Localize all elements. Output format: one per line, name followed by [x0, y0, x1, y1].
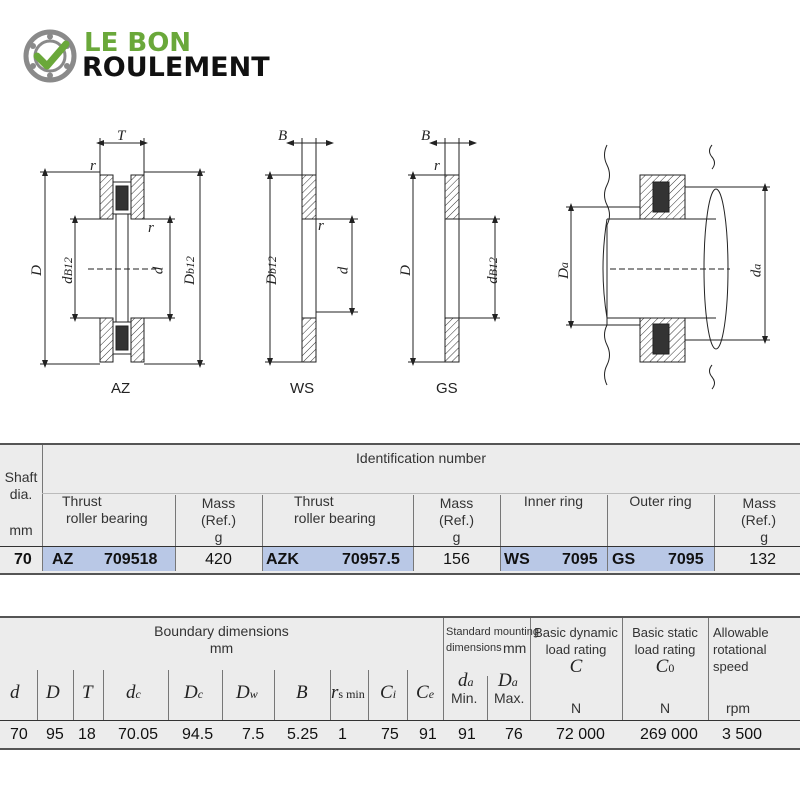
value-Dw: 7.5 — [242, 726, 265, 743]
value-B: 5.25 — [287, 726, 319, 743]
sym-da: da — [458, 670, 474, 691]
mass2-value: 156 — [443, 551, 470, 568]
ws-view — [265, 138, 358, 362]
thrust2-header-2: roller bearing — [294, 510, 376, 526]
dimensions-table — [0, 616, 800, 750]
sym-da-note: Min. — [451, 690, 478, 706]
sym-C: C — [569, 656, 583, 677]
sym-Dw: Dw — [236, 682, 258, 703]
az-view — [40, 138, 205, 364]
ws-label-od: Db12 — [263, 256, 280, 285]
az-label-outer-d: D — [28, 265, 45, 276]
sym-T: T — [82, 682, 93, 703]
sym-rs: rs min — [331, 682, 365, 703]
value-rs: 1 — [338, 726, 347, 743]
ws-caption: WS — [290, 380, 315, 397]
mass1-header-2: (Ref.) — [201, 512, 236, 528]
ws-label-r: r — [318, 218, 324, 234]
bearing2-prefix: AZK — [266, 551, 299, 568]
az-caption: AZ — [111, 380, 131, 397]
value-Da: 76 — [505, 726, 523, 743]
speed-header-3: speed — [713, 659, 749, 674]
gs-label-b: B — [421, 128, 431, 144]
thrust1-header-2: roller bearing — [66, 510, 148, 526]
boundary-header-2: mm — [209, 640, 234, 656]
mass3-header-1: Mass — [742, 495, 776, 511]
az-label-t: T — [117, 128, 126, 144]
value-Ce: 91 — [419, 726, 437, 743]
outer-ring-header: Outer ring — [629, 493, 692, 509]
sym-Da-note: Max. — [494, 690, 525, 706]
value-d: 70 — [10, 726, 28, 743]
gs-label-bore: dB12 — [484, 257, 501, 284]
logo-line2: ROULEMENT — [82, 52, 270, 83]
dynamic-header-2: load rating — [545, 642, 607, 657]
az-label-r1: r — [90, 158, 96, 174]
inner-ring-code: 7095 — [562, 551, 598, 568]
identification-table — [0, 443, 800, 575]
identification-caption: Identification number — [356, 450, 486, 466]
bearing-drawing — [0, 120, 800, 400]
mount-label-da: Da — [555, 262, 572, 279]
sym-C0: C0 — [655, 656, 675, 677]
mass3-header-3: g — [760, 529, 768, 545]
mass1-header-3: g — [214, 529, 223, 545]
static-header-2: load rating — [634, 642, 696, 657]
sym-C-unit: N — [570, 700, 582, 716]
value-D: 95 — [46, 726, 64, 743]
bearing1-prefix: AZ — [52, 551, 74, 568]
value-speed: 3 500 — [722, 726, 763, 743]
bearing1-code: 709518 — [104, 551, 158, 568]
ws-label-b: B — [278, 128, 288, 144]
shaft-value: 70 — [14, 551, 32, 568]
sym-d: d — [10, 682, 20, 703]
shaft-header-1: Shaft — [4, 469, 38, 485]
value-dc: 70.05 — [118, 726, 159, 743]
sym-Ce: Ce — [416, 682, 435, 703]
bearing2-code: 70957.5 — [342, 551, 400, 568]
bearing-check-icon — [22, 28, 78, 84]
standard-header-2: dimensions — [446, 642, 502, 654]
dynamic-header-1: Basic dynamic — [534, 625, 618, 640]
shaft-header-2: dia. — [9, 486, 33, 502]
inner-ring-prefix: WS — [504, 551, 530, 568]
mounting-view — [566, 145, 770, 389]
sym-dc: dc — [126, 682, 141, 703]
mass2-header-1: Mass — [439, 495, 474, 511]
static-header-1: Basic static — [632, 625, 698, 640]
sym-C0-unit: N — [659, 700, 671, 716]
mass2-header-3: g — [452, 529, 461, 545]
boundary-header-1: Boundary dimensions — [154, 623, 289, 639]
thrust2-header-1: Thrust — [294, 493, 334, 509]
ws-label-bore: d — [335, 266, 352, 275]
speed-header-2: rotational — [713, 642, 767, 657]
az-label-od: Db12 — [181, 256, 198, 285]
gs-view — [408, 138, 500, 362]
value-Ci: 75 — [381, 726, 399, 743]
value-C0: 269 000 — [640, 726, 698, 743]
mass1-value: 420 — [205, 551, 232, 568]
speed-header-1: Allowable — [713, 625, 769, 640]
logo-line1: LE BON — [84, 28, 192, 58]
standard-header-1: Standard mounting — [446, 626, 539, 638]
sym-Ci: Ci — [380, 682, 397, 703]
az-label-r2: r — [148, 220, 154, 236]
outer-ring-code: 7095 — [668, 551, 704, 568]
gs-label-od: D — [397, 265, 414, 276]
gs-label-r: r — [434, 158, 440, 174]
inner-ring-header: Inner ring — [523, 493, 584, 509]
mass3-value: 132 — [749, 551, 776, 568]
thrust1-header-1: Thrust — [62, 493, 102, 509]
az-label-bore: dB12 — [59, 257, 76, 284]
mass1-header-1: Mass — [201, 495, 236, 511]
mass3-header-2: (Ref.) — [741, 512, 776, 528]
value-T: 18 — [78, 726, 96, 743]
standard-header-3: mm — [503, 640, 527, 656]
sym-D: D — [46, 682, 60, 703]
shaft-header-3: mm — [9, 522, 33, 538]
outer-ring-prefix: GS — [612, 551, 636, 568]
value-C: 72 000 — [556, 726, 605, 743]
sym-speed-unit: rpm — [725, 700, 751, 716]
mass2-header-2: (Ref.) — [439, 512, 474, 528]
gs-caption: GS — [436, 380, 458, 397]
mount-label-dsmall: da — [748, 263, 765, 278]
sym-B: B — [296, 682, 308, 703]
sym-Dc: Dc — [184, 682, 204, 703]
sym-Da: Da — [498, 670, 518, 691]
value-Dc: 94.5 — [182, 726, 214, 743]
az-label-inner-d: d — [150, 266, 167, 275]
value-da: 91 — [458, 726, 476, 743]
